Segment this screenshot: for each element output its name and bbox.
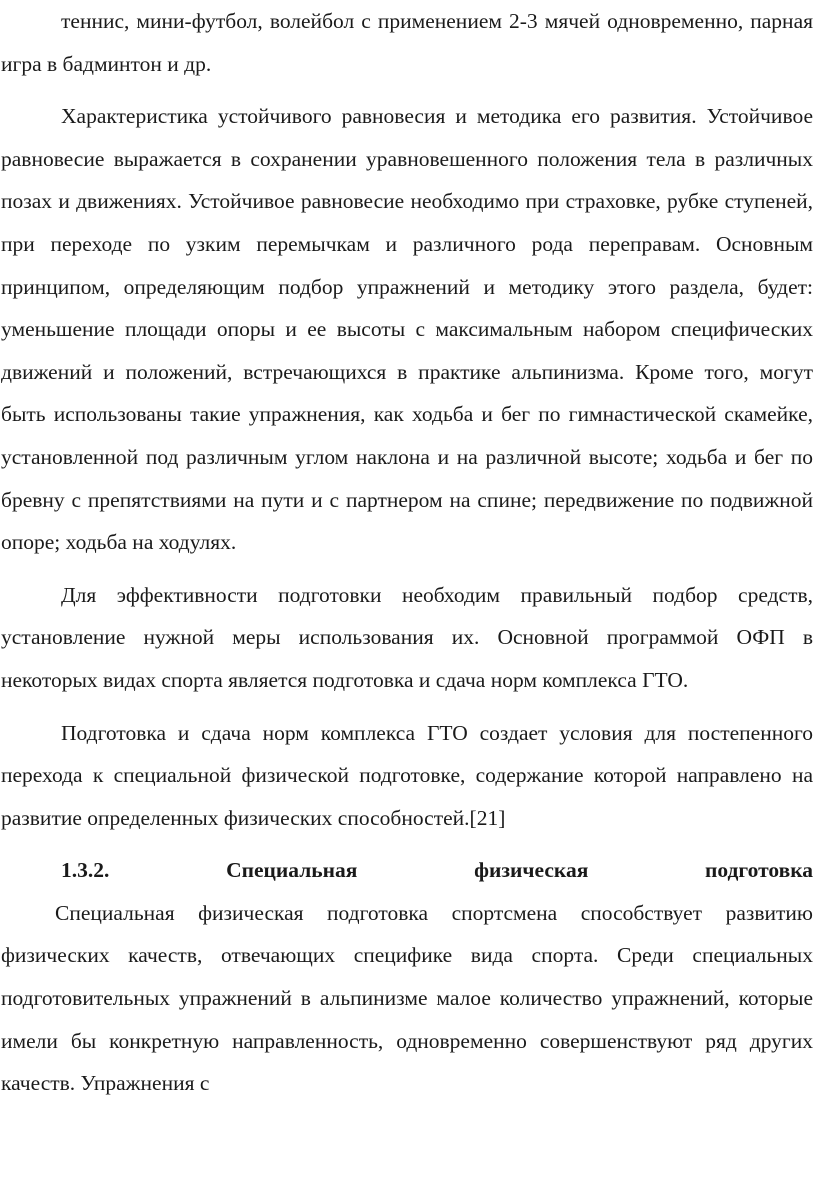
section-heading-title: Специальная физическая подготовка [226,858,814,883]
section-heading [1,849,813,892]
paragraph-4 [1,712,813,840]
paragraph-5 [1,892,813,1105]
section-heading-number: 1.3.2. [61,858,110,883]
paragraph-2 [1,95,813,564]
paragraph-4-text: Подготовка и сдача норм комплекса ГТО создает условия для постепенного перехода к специальной физической подготовке, содержание которой направлено на развитие определенных физических способностей.[21] [1,720,813,830]
paragraph-5-text: Специальная физическая подготовка спортсмена способствует развитию физических качеств, отвечающих специфике вида спорта. Среди специальных подготовительных упражнений в альпинизме малое количество упражнений, которые имели бы конкретную направленность, одновременно совершенствуют ряд других качеств. Упражнения с [1,900,813,1096]
paragraph-3 [1,574,813,702]
paragraph-1-text: теннис, мини-футбол, волейбол с применением 2-3 мячей одновременно, парная игра в бадминтон и др. [1,9,813,76]
paragraph-2-text: Характеристика устойчивого равновесия и методика его развития. Устойчивое равновесие выражается в сохранении уравновешенного положения тела в различных позах и движениях. Устойчивое равновесие необходимо при страховке, рубке ступеней, при переходе по узким перемычкам и различного рода переправам. Основным принципом, определяющим подбор упражнений и методику этого раздела, будет: уменьшение площади опоры и ее высоты с максимальным набором специфических движений и положений, встречающихся в практике альпинизма. Кроме того, могут быть использованы такие упражнения, как ходьба и бег по гимнастической скамейке, установленной под различным углом наклона и на различной высоте; ходьба и бег по бревну с препятствиями на пути и с партнером на спине; передвижение по подвижной опоре; ходьба на ходулях. [1,104,813,555]
paragraph-1 [1,0,813,85]
paragraph-3-text: Для эффективности подготовки необходим правильный подбор средств, установление нужной меры использования их. Основной программой ОФП в некоторых видах спорта является подготовка и сдача норм комплекса ГТО. [1,582,813,692]
